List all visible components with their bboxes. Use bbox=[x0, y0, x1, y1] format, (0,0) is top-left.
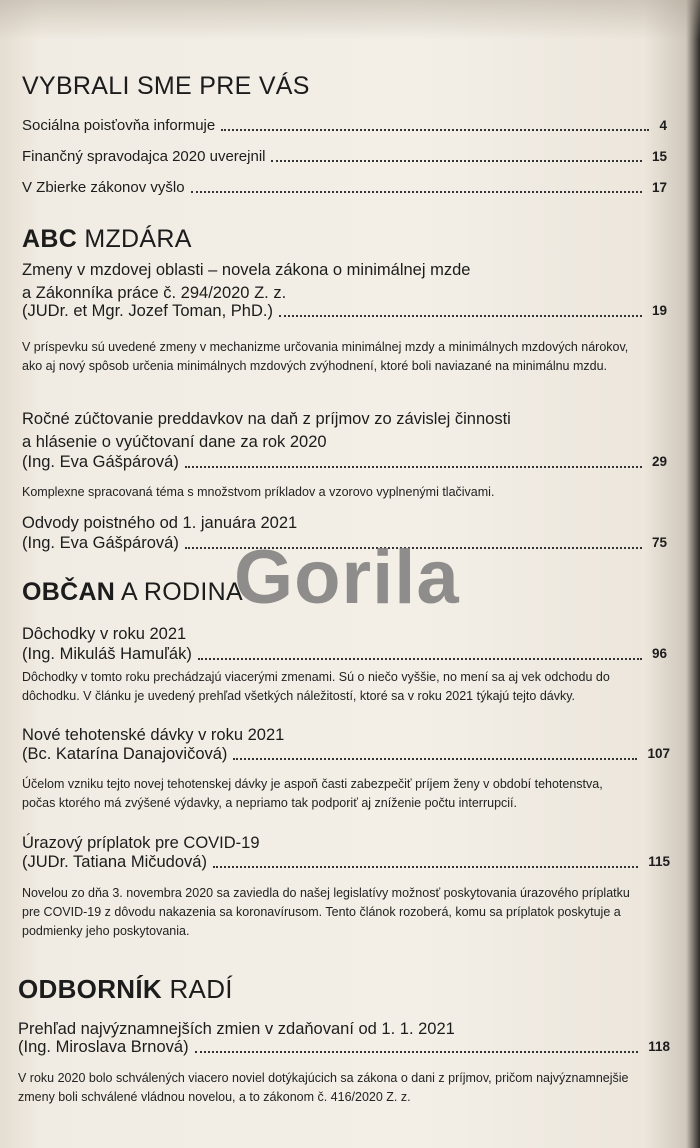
article-author: (Ing. Miroslava Brnová) bbox=[18, 1038, 189, 1056]
watermark-logo: Gorila bbox=[234, 535, 460, 620]
toc-leader-dots bbox=[191, 191, 642, 193]
toc-leader-dots bbox=[271, 160, 641, 162]
toc-entry-title: V Zbierke zákonov vyšlo bbox=[22, 179, 185, 196]
article-title-line: Ročné zúčtovanie preddavkov na daň z príjmov zo závislej činnosti bbox=[22, 410, 511, 428]
article-author: (JUDr. et Mgr. Jozef Toman, PhD.) bbox=[22, 302, 273, 320]
article-author: (Ing. Mikuláš Hamuľák) bbox=[22, 645, 192, 663]
toc-entry-page: 17 bbox=[651, 180, 667, 195]
toc-entry-dochodky[interactable] bbox=[22, 643, 667, 665]
article-description: Novelou zo dňa 3. novembra 2020 sa zaviedla do našej legislatívy možnosť poskytovania úrazového príplatku pre COVID-19 z dôvodu nakazenia sa koronavírusom. Tento článok rozoberá, komu sa príplatok poskytuje a podmienky jeho poskytovania. bbox=[22, 886, 630, 938]
section-title-odbornik-radi bbox=[18, 974, 233, 1005]
toc-leader-dots bbox=[233, 758, 637, 760]
section-title-main: ABC bbox=[22, 225, 78, 253]
toc-entry-page: 15 bbox=[651, 149, 667, 164]
toc-entry-urazovy-priplatok[interactable] bbox=[22, 851, 670, 873]
article-description: Dôchodky v tomto roku prechádzajú viacerými zmenami. Sú o niečo vyššie, no mení sa aj vek odchodu do dôchodku. V článku je uvedený prehľad všetkých náležitostí, ktoré sa v roku 2021 týkajú tejto dávky. bbox=[22, 670, 610, 703]
toc-leader-dots bbox=[195, 1051, 639, 1053]
article-description: V roku 2020 bolo schválených viacero noviel dotýkajúcich sa zákona o dani z príjmov, pričom najvýznamnejšie zmeny boli schválené vládnou novelou, a to zákonom č. 416/2020 Z. z. bbox=[18, 1071, 629, 1104]
toc-entry-prehlad-zmien[interactable] bbox=[18, 1036, 670, 1058]
section-title-sub: A RODINA bbox=[121, 578, 243, 606]
article-author: (Ing. Eva Gášpárová) bbox=[22, 453, 179, 471]
section-title-vybrali-sme bbox=[22, 72, 310, 101]
toc-leader-dots bbox=[185, 466, 642, 468]
toc-entry-page: 118 bbox=[648, 1039, 670, 1054]
section-title-main: ODBORNÍK bbox=[18, 974, 162, 1004]
article-title-line: Zmeny v mzdovej oblasti – novela zákona o minimálnej mzde bbox=[22, 261, 471, 279]
toc-leader-dots bbox=[198, 658, 642, 660]
article-title-line: Prehľad najvýznamnejších zmien v zdaňovaní od 1. 1. 2021 bbox=[18, 1020, 455, 1038]
toc-entry-page: 29 bbox=[651, 454, 667, 469]
toc-entry-page: 75 bbox=[651, 535, 667, 550]
article-description: V príspevku sú uvedené zmeny v mechanizme určovania minimálnej mzdy a minimálnych mzdových nárokov, ako aj nový spôsob určenia minimálnych mzdových zvýhodnení, ktoré boli naviazané na minimálnu mzdu. bbox=[22, 340, 629, 373]
toc-entry-socialna-poistovna[interactable] bbox=[22, 116, 667, 136]
toc-entry-page: 96 bbox=[651, 646, 667, 661]
section-title-main: VYBRALI SME bbox=[22, 72, 193, 100]
toc-entry-title: Finančný spravodajca 2020 uverejnil bbox=[22, 148, 266, 165]
article-title-line: Dôchodky v roku 2021 bbox=[22, 625, 187, 643]
toc-entry-zbierka-zakonov[interactable] bbox=[22, 178, 667, 198]
toc-entry-tehotenske-davky[interactable] bbox=[22, 743, 670, 765]
article-description: Komplexne spracovaná téma s množstvom príkladov a vzorovo vyplnenými tlačivami. bbox=[22, 485, 495, 499]
section-title-sub: MZDÁRA bbox=[84, 225, 192, 253]
article-author: (Bc. Katarína Danajovičová) bbox=[22, 745, 228, 763]
article-title-line: a Zákonníka práce č. 294/2020 Z. z. bbox=[22, 284, 287, 302]
toc-leader-dots bbox=[213, 866, 638, 868]
toc-leader-dots bbox=[221, 129, 649, 131]
article-title-line: a hlásenie o vyúčtovaní dane za rok 2020 bbox=[22, 433, 327, 451]
article-author: (JUDr. Tatiana Mičudová) bbox=[22, 853, 207, 871]
article-title-line: Odvody poistného od 1. januára 2021 bbox=[22, 514, 298, 532]
toc-entry-title: Sociálna poisťovňa informuje bbox=[22, 117, 216, 134]
article-title-line: Nové tehotenské dávky v roku 2021 bbox=[22, 726, 285, 744]
toc-entry-rocne-zuctovanie[interactable] bbox=[22, 451, 667, 473]
toc-entry-page: 115 bbox=[648, 854, 670, 869]
toc-entry-page: 19 bbox=[651, 303, 667, 318]
toc-leader-dots bbox=[279, 315, 642, 317]
section-title-sub: RADÍ bbox=[169, 974, 233, 1004]
toc-entry-financny-spravodajca[interactable] bbox=[22, 147, 667, 167]
article-title-line: Úrazový príplatok pre COVID-19 bbox=[22, 834, 260, 852]
section-title-abc-mzdara bbox=[22, 225, 192, 254]
section-title-main: OBČAN bbox=[22, 578, 116, 606]
article-description: Účelom vzniku tejto novej tehotenskej dávky je aspoň časti zabezpečiť príjem ženy v období tehotenstva, počas ktorého má zvýšené výdavky, a nepriamo tak podporiť aj zníženie počtu interrupcií. bbox=[22, 777, 603, 810]
section-title-sub: PRE VÁS bbox=[199, 72, 310, 100]
toc-entry-page: 4 bbox=[659, 118, 667, 133]
section-title-obcan-a-rodina bbox=[22, 578, 243, 607]
toc-entry-zmeny-mzdovej-oblasti[interactable] bbox=[22, 300, 667, 322]
toc-entry-page: 107 bbox=[647, 746, 670, 761]
article-author: (Ing. Eva Gášpárová) bbox=[22, 534, 179, 552]
